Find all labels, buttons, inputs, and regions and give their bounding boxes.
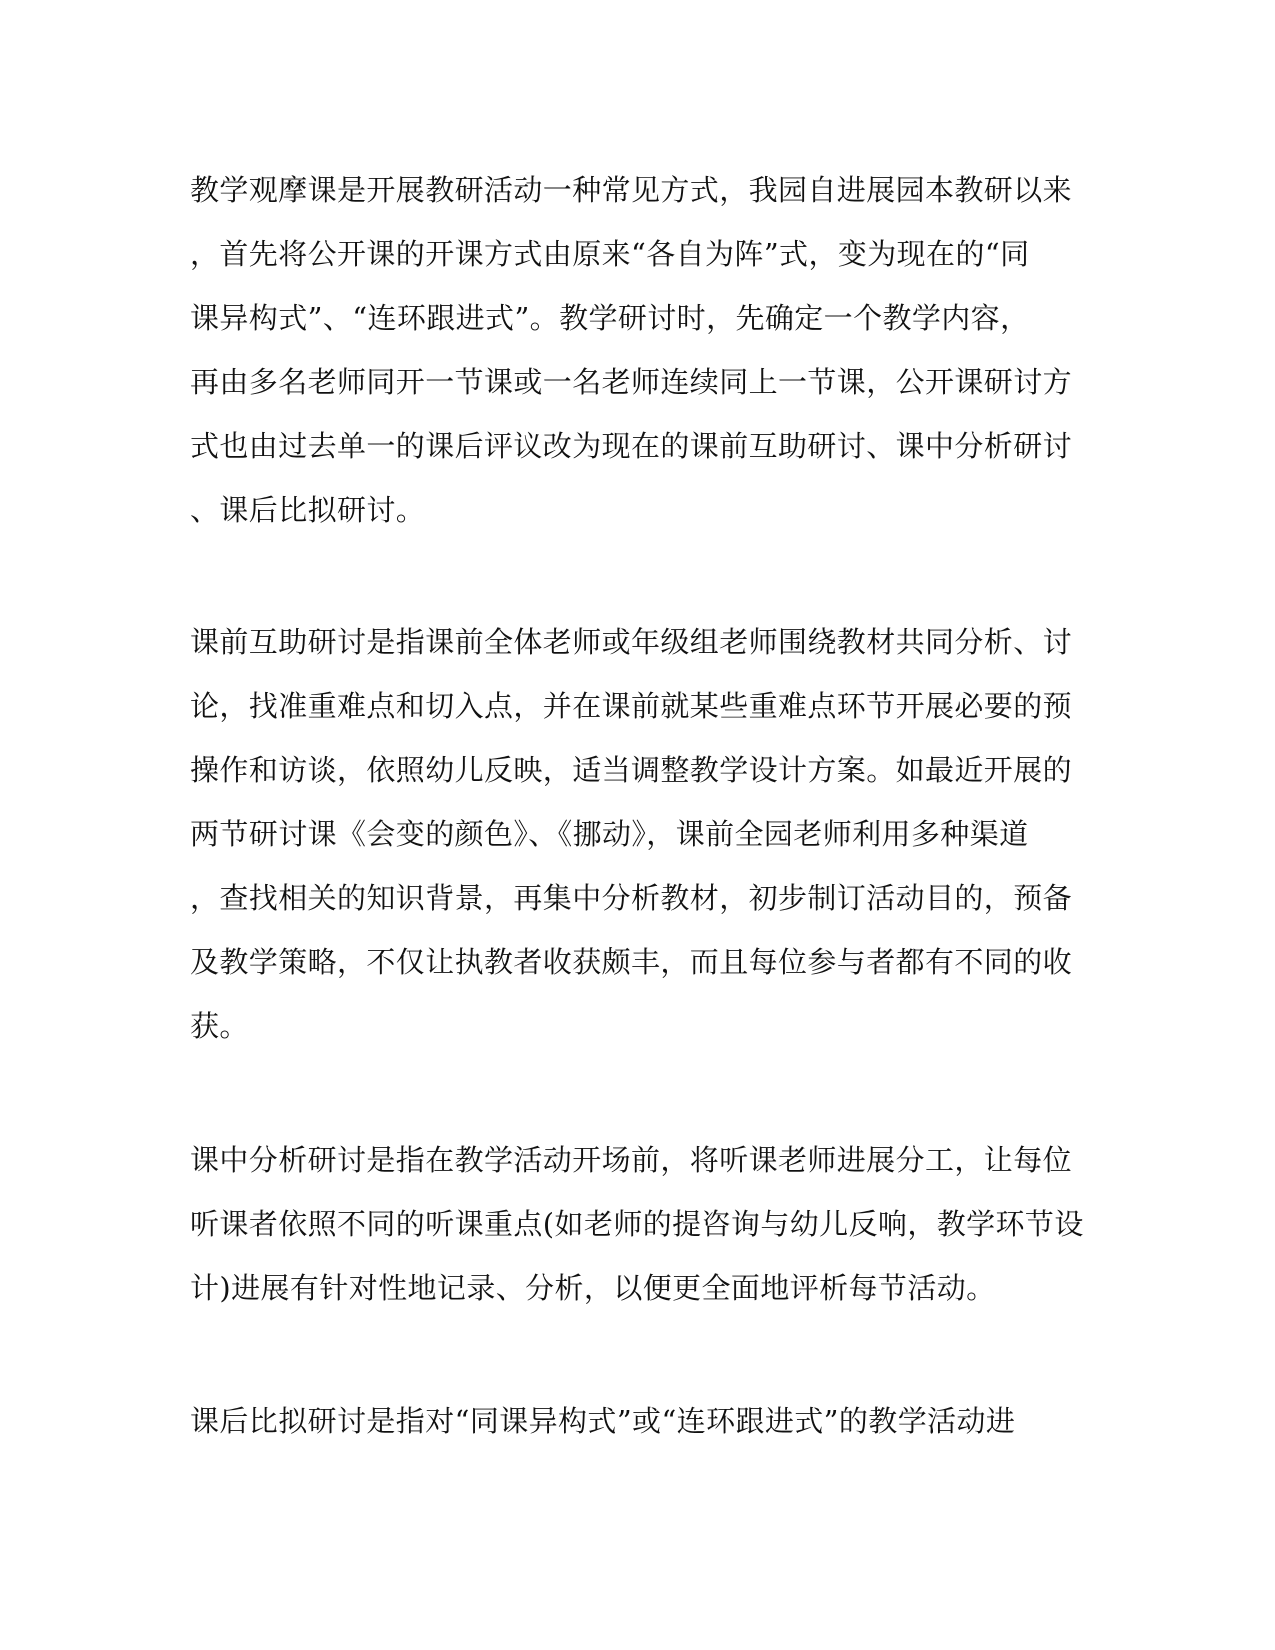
text-line: 课中分析研讨是指在教学活动开场前，将听课老师进展分工，让每位: [190, 1143, 1073, 1177]
paragraph-in-class-analysis: [190, 1128, 1084, 1320]
text-line: 课异构式”、“连环跟进式”。教学研讨时，先确定一个教学内容，: [190, 301, 1030, 335]
text-line: 式也由过去单一的课后评议改为现在的课前互助研讨、课中分析研讨: [190, 429, 1073, 463]
text-line: 计)进展有针对性地记录、分析，以便更全面地评析每节活动。: [190, 1271, 996, 1305]
text-line: 再由多名老师同开一节课或一名老师连续同上一节课，公开课研讨方: [190, 365, 1073, 399]
text-line: 获。: [190, 1009, 249, 1043]
paragraph-pre-class-discussion: [190, 610, 1072, 1058]
text-line: 两节研讨课《会变的颜色》、《挪动》，课前全园老师利用多种渠道: [190, 817, 1029, 851]
text-line: 、课后比拟研讨。: [190, 493, 426, 527]
text-line: 教学观摩课是开展教研活动一种常见方式，我园自进展园本教研以来: [190, 173, 1073, 207]
text-line: 及教学策略，不仅让执教者收获颇丰，而且每位参与者都有不同的收: [190, 945, 1073, 979]
text-line: 操作和访谈，依照幼儿反映，适当调整教学设计方案。如最近开展的: [190, 753, 1073, 787]
paragraph-observation-lessons: [190, 158, 1072, 542]
text-line: 听课者依照不同的听课重点(如老师的提咨询与幼儿反响，教学环节设: [190, 1207, 1084, 1241]
text-line: 课前互助研讨是指课前全体老师或年级组老师围绕教材共同分析、讨: [190, 625, 1073, 659]
text-line: 论，找准重难点和切入点，并在课前就某些重难点环节开展必要的预: [190, 689, 1073, 723]
paragraph-post-class-comparison: [190, 1389, 1015, 1453]
text-line: ，查找相关的知识背景，再集中分析教材，初步制订活动目的，预备: [190, 881, 1073, 915]
text-line: ，首先将公开课的开课方式由原来“各自为阵”式，变为现在的“同: [190, 237, 1030, 271]
text-line: 课后比拟研讨是指对“同课异构式”或“连环跟进式”的教学活动进: [190, 1404, 1016, 1438]
